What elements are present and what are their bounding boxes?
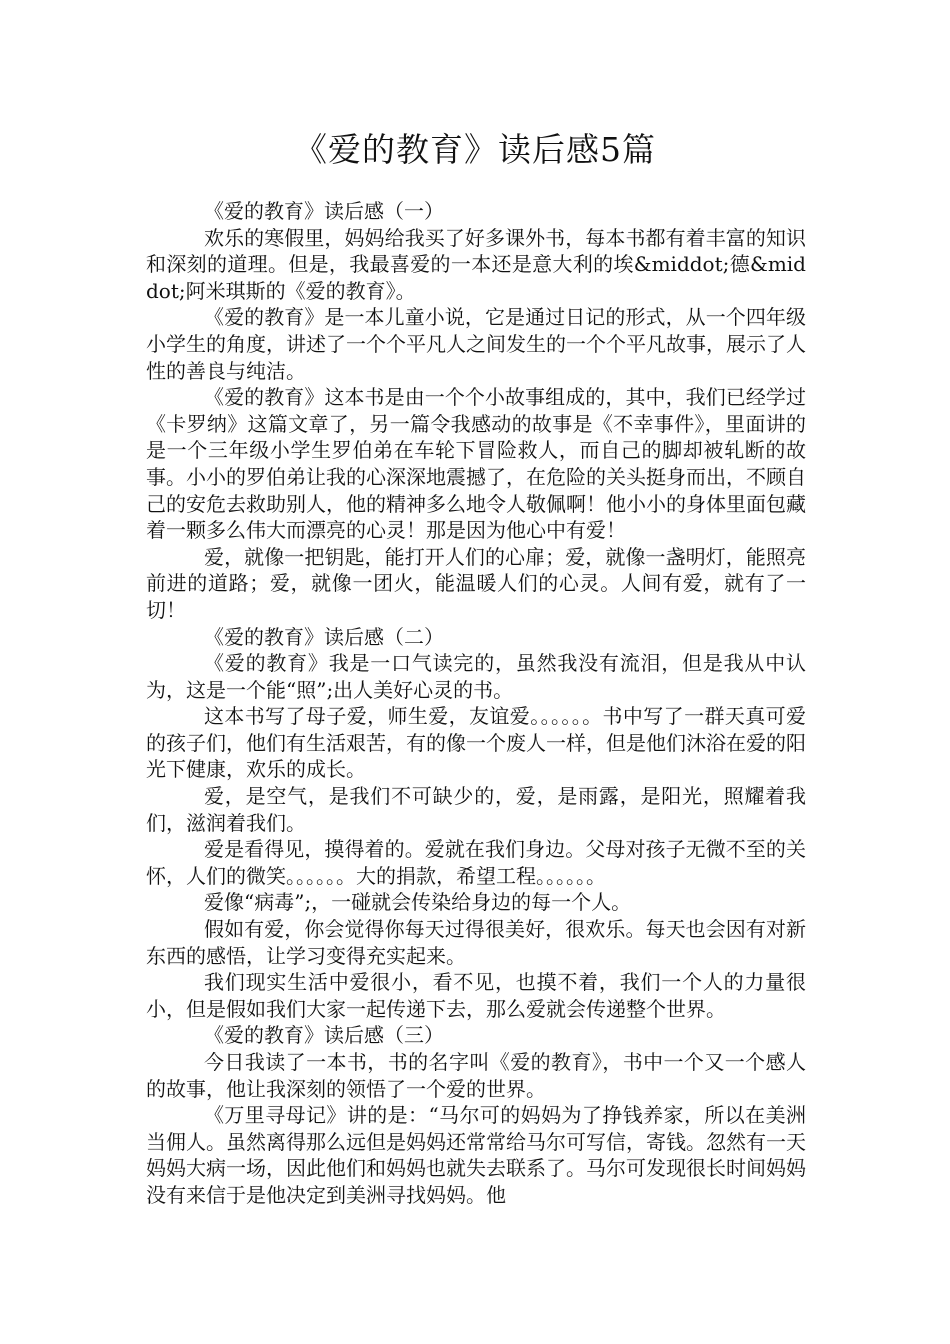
paragraph: 爱像“病毒”;，一碰就会传染给身边的每一个人。	[204, 890, 632, 915]
paragraph: 今日我读了一本书，书的名字叫《爱的教育》，书中一个又一个感人的故事，他让我深刻的领悟了一个爱的世界。	[146, 1050, 806, 1101]
paragraph: 《爱的教育》这本书是由一个个小故事组成的，其中，我们已经学过《卡罗纳》这篇文章了，另一篇令我感动的故事是《不幸事件》，里面讲的是一个三年级小学生罗伯弟在车轮下冒险救人，而自己的脚却被轧断的故事。小小的罗伯弟让我的心深深地震撼了，在危险的关头挺身而出，不顾自己的安危去救助别人，他的精神多么地令人敬佩啊！他小小的身体里面包藏着一颗多么伟大而漂亮的心灵！那是因为他心中有爱！	[146, 385, 806, 543]
section-heading-1: 《爱的教育》读后感（一）	[204, 199, 444, 223]
paragraph: 欢乐的寒假里，妈妈给我买了好多课外书，每本书都有着丰富的知识和深刻的道理。但是，我最喜爱的一本还是意大利的埃&middot;德&middot;阿米琪斯的《爱的教育》。	[146, 225, 806, 303]
document-body	[146, 198, 806, 1209]
paragraph: 爱，是空气，是我们不可缺少的，爱，是雨露，是阳光，照耀着我们，滋润着我们。	[146, 784, 806, 835]
paragraph: 爱是看得见，摸得着的。爱就在我们身边。父母对孩子无微不至的关怀，人们的微笑。。。。。。大的捐款，希望工程。。。。。。	[146, 837, 806, 888]
section-heading-3: 《爱的教育》读后感（三）	[204, 1023, 444, 1048]
paragraph: 《爱的教育》我是一口气读完的，虽然我没有流泪，但是我从中认为，这是一个能“照”;出人美好心灵的书。	[146, 651, 806, 702]
document-title: 《爱的教育》读后感5篇	[294, 130, 656, 169]
section-heading-2: 《爱的教育》读后感（二）	[204, 624, 444, 649]
paragraph: 我们现实生活中爱很小，看不见，也摸不着，我们一个人的力量很小，但是假如我们大家一起传递下去，那么爱就会传递整个世界。	[146, 970, 806, 1021]
paragraph: 假如有爱，你会觉得你每天过得很美好，很欢乐。每天也会因有对新东西的感悟，让学习变得充实起来。	[146, 917, 806, 968]
paragraph: 这本书写了母子爱，师生爱，友谊爱。。。。。。书中写了一群天真可爱的孩子们，他们有生活艰苦，有的像一个废人一样，但是他们沐浴在爱的阳光下健康，欢乐的成长。	[146, 704, 806, 782]
paragraph: 爱，就像一把钥匙，能打开人们的心扉；爱，就像一盏明灯，能照亮前进的道路；爱，就像一团火，能温暖人们的心灵。人间有爱，就有了一切！	[146, 544, 806, 622]
paragraph: 《万里寻母记》讲的是：“马尔可的妈妈为了挣钱养家，所以在美洲当佣人。虽然离得那么远但是妈妈还常常给马尔可写信，寄钱。忽然有一天妈妈大病一场，因此他们和妈妈也就失去联系了。马尔可发现很长时间妈妈没有来信于是他决定到美洲寻找妈妈。他	[146, 1103, 806, 1207]
paragraph: 《爱的教育》是一本儿童小说，它是通过日记的形式，从一个四年级小学生的角度，讲述了一个个平凡人之间发生的一个个平凡故事，展示了人性的善良与纯洁。	[146, 305, 806, 383]
